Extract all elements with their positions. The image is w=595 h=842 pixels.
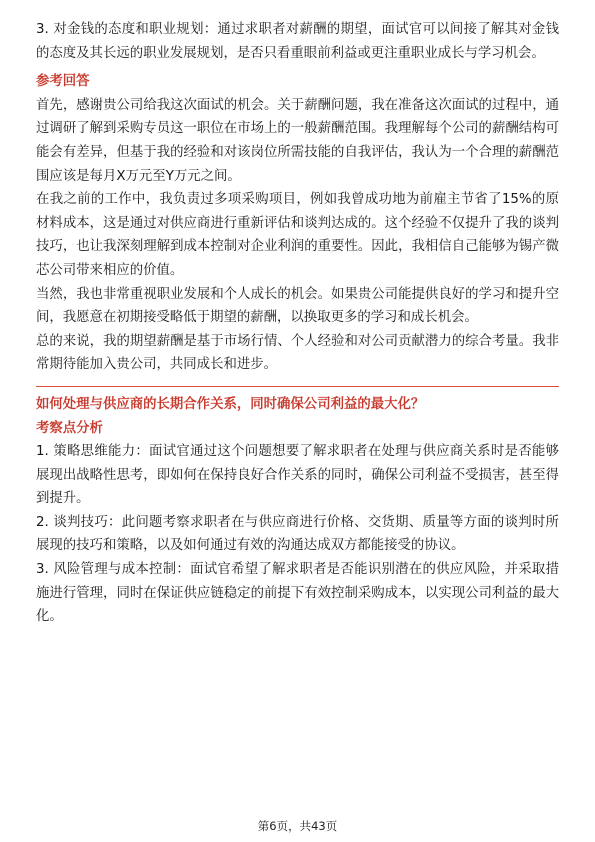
analysis-item: 2. 谈判技巧：此问题考察求职者在与供应商进行价格、交货期、质量等方面的谈判时所展现的技巧和策略，以及如何通过有效的沟通达成双方都能接受的协议。 xyxy=(36,514,559,554)
top-list-item: 3. 对金钱的态度和职业规划：通过求职者对薪酬的期望，面试官可以间接了解其对金钱的态度及其长远的职业发展规划，是否只看重眼前利益或更注重职业成长与学习机会。 xyxy=(36,22,559,61)
answer-paragraph: 当然，我也非常重视职业发展和个人成长的机会。如果贵公司能提供良好的学习和提升空间，我愿意在初期接受略低于期望的薪酬，以换取更多的学习和成长机会。 xyxy=(36,286,559,326)
analysis-item: 3. 风险管理与成本控制：面试官希望了解求职者是否能识别潜在的供应风险，并采取措施进行管理，同时在保证供应链稳定的前提下有效控制采购成本，以实现公司利益的最大化。 xyxy=(36,562,559,625)
question-heading: 如何处理与供应商的长期合作关系，同时确保公司利益的最大化？ xyxy=(36,396,425,412)
answer-paragraph: 在我之前的工作中，我负责过多项采购项目，例如我曾成功地为前雇主节省了15%的原材料成本，这是通过对供应商进行重新评估和谈判达成的。这个经验不仅提升了我的谈判技巧，也让我深刻理解到成本控制对企业利润的重要性。因此，我相信自己能够为锡产微芯公司带来相应的价值。 xyxy=(36,192,559,278)
answer-paragraph: 首先，感谢贵公司给我这次面试的机会。关于薪酬问题，我在准备这次面试的过程中，通过调研了解到采购专员这一职位在市场上的一般薪酬范围。我理解每个公司的薪酬结构可能会有差异，但基于我的经验和对该岗位所需技能的自我评估，我认为一个合理的薪酬范围应该是每月X万元至Y万元之间。 xyxy=(36,97,559,184)
section-divider xyxy=(36,386,559,387)
page-number: 第6页，共43页 xyxy=(257,819,338,833)
page-content xyxy=(36,18,559,629)
answer-paragraph: 总的来说，我的期望薪酬是基于市场行情、个人经验和对公司贡献潜力的综合考量。我非常期待能加入贵公司，共同成长和进步。 xyxy=(36,333,559,373)
analysis-item: 1. 策略思维能力：面试官通过这个问题想要了解求职者在处理与供应商关系时是否能够展现出战略性思考，即如何在保持良好合作关系的同时，确保公司利益不受损害，甚至得到提升。 xyxy=(36,444,559,507)
analysis-label: 考察点分析 xyxy=(36,420,103,436)
answer-label: 参考回答 xyxy=(36,74,90,90)
